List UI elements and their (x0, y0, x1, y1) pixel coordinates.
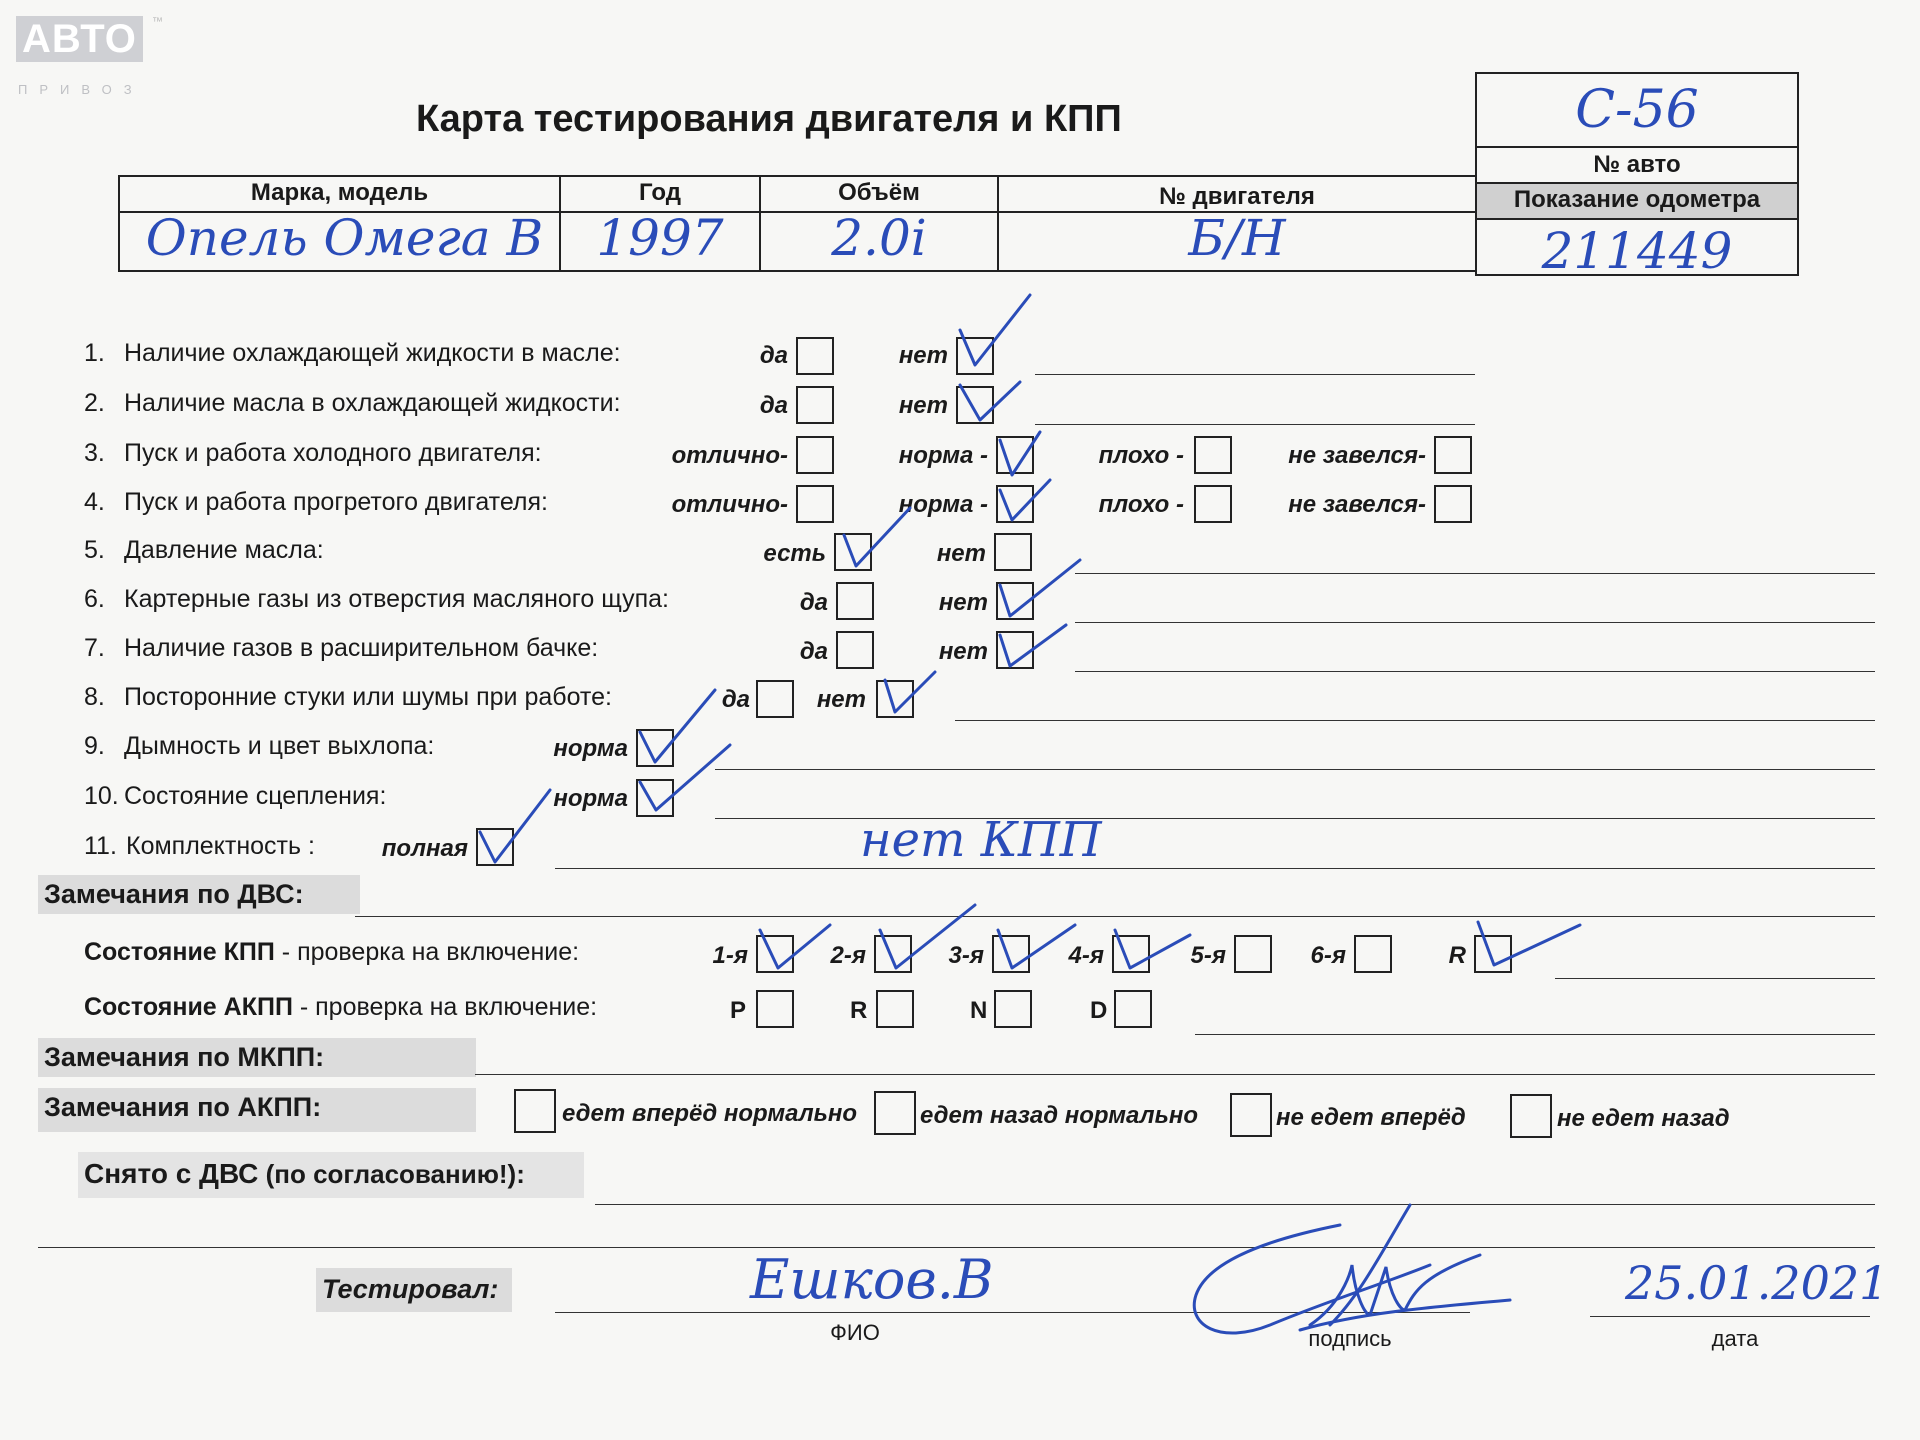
akpp-d-label: D (1090, 997, 1108, 1024)
gear-r-label: R (1448, 942, 1466, 969)
gear-3-label: 3-я (948, 942, 984, 969)
check-q2-no (960, 382, 1020, 420)
q7-text: Наличие газов в расширительном бачке: (124, 634, 599, 662)
q2-label-no: нет (898, 392, 948, 419)
gear-2-label: 2-я (830, 942, 866, 969)
remarks-akpp-label: Замечания по АКПП: (38, 1088, 476, 1132)
value-make-model: Опель Омега В (145, 209, 544, 267)
remarks-mkpp-label: Замечания по МКПП: (38, 1038, 476, 1077)
q3-text: Пуск и работа холодного двигателя: (124, 439, 542, 467)
q8-text: Посторонние стуки или шумы при работе: (124, 683, 612, 711)
page-title: Карта тестирования двигателя и КПП (416, 98, 1122, 140)
check-q8-no (885, 672, 935, 712)
q8-label-yes: да (721, 686, 750, 713)
q5-text: Давление масла: (124, 536, 324, 564)
q6-label-yes: да (799, 589, 828, 616)
check-q9-normal (640, 690, 715, 762)
q3-label-normal: норма - (898, 442, 988, 469)
fio-caption: ФИО (830, 1320, 880, 1345)
odometer-label: Показание одометра (1477, 182, 1797, 220)
gear-5-label: 5-я (1190, 942, 1226, 969)
check-gear-2 (880, 905, 975, 968)
removed-label-bold: Снято с ДВС (84, 1158, 259, 1189)
q10-number: 10. (84, 782, 119, 810)
check-gear-1 (760, 925, 830, 968)
q9-label-normal: норма (553, 735, 628, 762)
akpp-no-forward-label: не едет вперёд (1276, 1104, 1466, 1131)
header-make-model: Марка, модель (250, 179, 429, 206)
q2-number: 2. (84, 389, 105, 417)
tester-name: Ешков.В (750, 1248, 994, 1311)
q4-label-excellent: отлично- (671, 491, 788, 518)
check-q3-normal (1000, 432, 1040, 475)
q3-label-bad: плохо - (1098, 442, 1184, 469)
q4-number: 4. (84, 488, 105, 516)
check-gear-4 (1115, 930, 1190, 968)
tested-by-label: Тестировал: (322, 1274, 499, 1304)
logo-tm: ™ (152, 16, 163, 28)
q6-label-no: нет (938, 589, 988, 616)
date-caption: дата (1711, 1326, 1759, 1351)
value-engine-no: Б/Н (1188, 209, 1286, 267)
remarks-engine-label: Замечания по ДВС: (38, 875, 360, 914)
q9-text: Дымность и цвет выхлопа: (124, 732, 435, 760)
check-q4-normal (1000, 480, 1050, 520)
q11-text: Комплектность : (126, 832, 315, 860)
check-gear-r (1478, 922, 1580, 965)
removed-label-rest: (по согласованию!): (258, 1159, 525, 1189)
akpp-n-label: N (970, 997, 988, 1024)
check-q11-full (480, 790, 550, 862)
q8-label-no: нет (816, 686, 866, 713)
q7-label-yes: да (799, 638, 828, 665)
date-value: 25.01.2021 (1625, 1256, 1889, 1310)
gear-4-label: 4-я (1068, 942, 1104, 969)
akpp-r-label: R (850, 997, 868, 1024)
q1-number: 1. (84, 339, 105, 367)
header-engine-no: № двигателя (1159, 183, 1315, 210)
value-year: 1997 (596, 209, 724, 267)
q4-label-bad: плохо - (1098, 491, 1184, 518)
check-q7-no (1000, 625, 1066, 666)
gear-6-label: 6-я (1310, 942, 1346, 969)
akpp-label-rest: - проверка на включение: (292, 993, 598, 1021)
q5-number: 5. (84, 536, 105, 564)
check-q10-normal (640, 745, 730, 810)
q3-label-excellent: отлично- (671, 442, 788, 469)
q4-label-no-start: не завелся- (1288, 491, 1426, 518)
car-number-label: № авто (1593, 151, 1681, 178)
q4-text: Пуск и работа прогретого двигателя: (124, 488, 548, 516)
check-q6-no (1000, 560, 1080, 616)
q8-number: 8. (84, 683, 105, 711)
header-volume: Объём (838, 179, 920, 206)
q7-number: 7. (84, 634, 105, 662)
q10-label-normal: норма (553, 785, 628, 812)
car-number-value: С-56 (1575, 80, 1699, 140)
akpp-label-bold: Состояние АКПП (84, 993, 293, 1021)
logo-subtext: ПРИВОЗ (18, 82, 144, 97)
q5-label-yes: есть (763, 540, 826, 567)
check-q5-yes (844, 508, 910, 566)
akpp-backward-ok-label: едет назад нормально (920, 1102, 1199, 1129)
q3-number: 3. (84, 439, 105, 467)
check-gear-3 (998, 925, 1075, 968)
q7-label-no: нет (938, 638, 988, 665)
completeness-note: нет КПП (860, 812, 1102, 868)
akpp-forward-ok-label: едет вперёд нормально (562, 1100, 858, 1127)
q9-number: 9. (84, 732, 105, 760)
kpp-label-bold: Состояние КПП (84, 938, 275, 966)
kpp-label-rest: - проверка на включение: (274, 938, 580, 966)
q11-label-full: полная (381, 835, 468, 862)
odometer-value: 211449 (1541, 222, 1733, 280)
header-year: Год (639, 179, 681, 206)
q10-text: Состояние сцепления: (124, 782, 387, 810)
q3-label-no-start: не завелся- (1288, 442, 1426, 469)
logo-text: АВТО (16, 16, 143, 62)
check-q1-no (960, 295, 1030, 365)
q6-number: 6. (84, 585, 105, 613)
akpp-p-label: P (730, 997, 747, 1024)
q2-label-yes: да (759, 392, 788, 419)
q2-text: Наличие масла в охлаждающей жидкости: (124, 389, 621, 417)
akpp-no-backward-label: не едет назад (1557, 1105, 1730, 1132)
gear-1-label: 1-я (712, 942, 748, 969)
q5-label-no: нет (936, 540, 986, 567)
q4-label-normal: норма - (898, 491, 988, 518)
signature-caption: подпись (1308, 1326, 1392, 1351)
value-volume: 2.0i (831, 209, 927, 267)
q1-label-no: нет (898, 342, 948, 369)
q11-number: 11. (84, 832, 117, 860)
q1-label-yes: да (759, 342, 788, 369)
q6-text: Картерные газы из отверстия масляного щупа: (124, 585, 669, 613)
q1-text: Наличие охлаждающей жидкости в масле: (124, 339, 621, 367)
